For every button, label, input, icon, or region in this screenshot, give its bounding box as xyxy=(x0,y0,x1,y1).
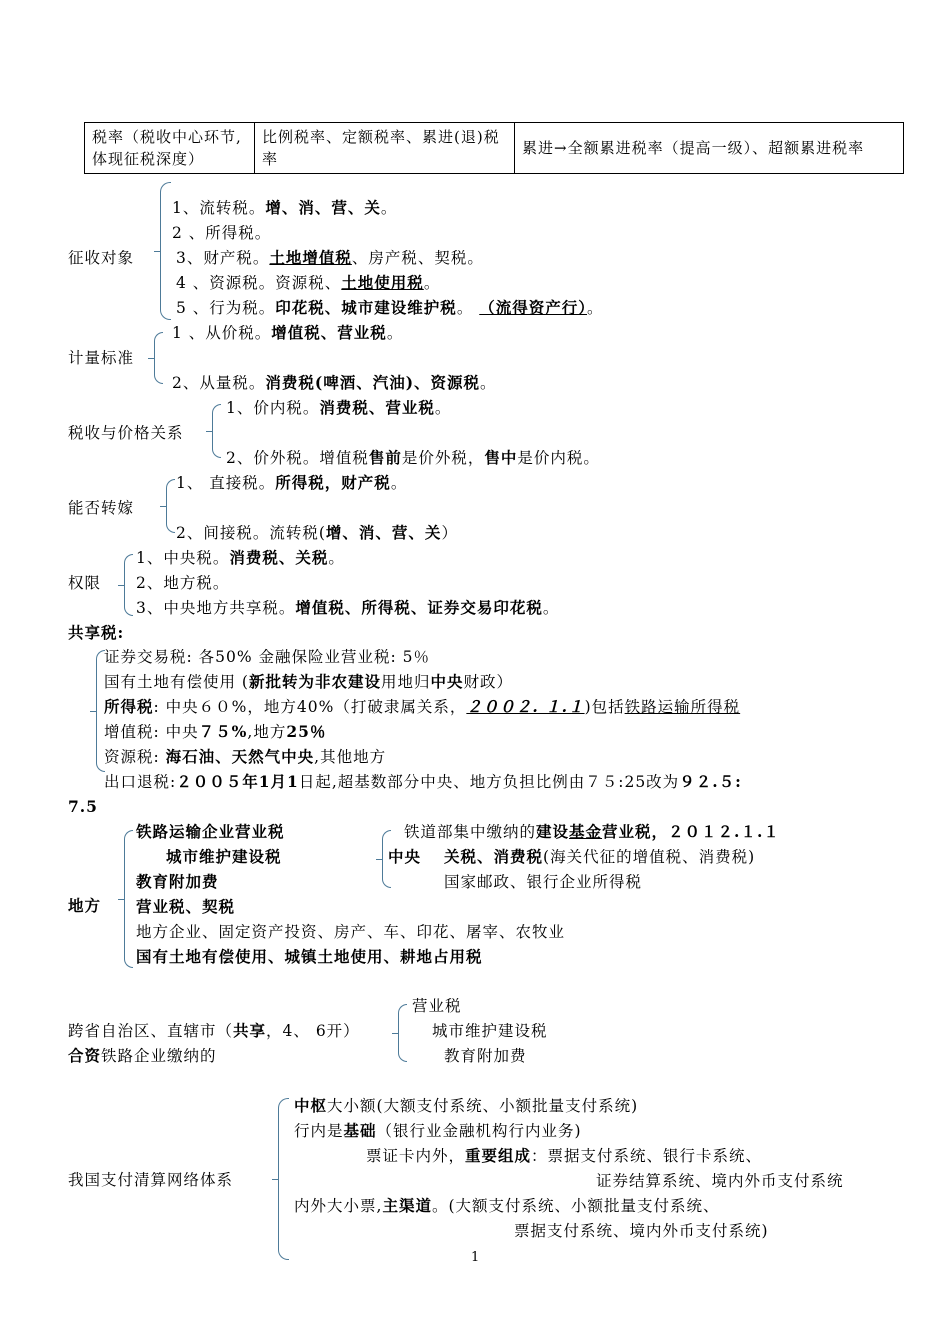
list-item: 营业税、契税 xyxy=(136,897,236,916)
section-label: 中央 xyxy=(388,847,422,866)
list-item: 2、价外税。增值税售前是价外税，售中是价内税。 xyxy=(226,448,600,467)
list-item: 2、地方税。 xyxy=(136,574,230,592)
list-item: 1、价内税。消费税、营业税。 xyxy=(226,398,452,417)
brace xyxy=(278,1098,289,1260)
list-item: 营业税 xyxy=(412,997,462,1015)
list-item: 所得税: 中央６０%，地方40%（打破隶属关系，２００２. １.１)包括铁路运输所得税 xyxy=(104,697,741,716)
section-title: 共享税: xyxy=(68,623,125,642)
list-item: 4 、资源税。资源税、土地使用税。 xyxy=(176,273,441,292)
table-cell: 比例税率、定额税率、累进(退)税率 xyxy=(255,123,515,174)
list-item: 证券结算系统、境内外币支付系统 xyxy=(596,1172,844,1190)
table-cell: 累进→全额累进税率（提高一级）、超额累进税率 xyxy=(515,123,904,174)
brace xyxy=(398,1004,407,1062)
list-item: 1、中央税。消费税、关税。 xyxy=(136,548,345,567)
table-cell: 税率（税收中心环节,体现征税深度） xyxy=(85,123,255,174)
list-item: 7.5 xyxy=(68,797,98,816)
brace xyxy=(124,830,133,968)
list-item: 2、间接税。流转税(增、消、营、关） xyxy=(176,523,458,542)
section-label: 征收对象 xyxy=(68,249,135,267)
list-item: 内外大小票,主渠道。(大额支付系统、小额批量支付系统、 xyxy=(294,1196,720,1215)
list-item: 3、财产税。土地增值税、房产税、契税。 xyxy=(176,248,484,267)
list-item: 城市维护建设税 xyxy=(432,1022,548,1040)
list-item: 教育附加费 xyxy=(444,1047,527,1065)
brace xyxy=(166,479,175,533)
tax-rate-table xyxy=(84,122,904,174)
list-item: 出口退税:２００５年1月1日起,超基数部分中央、地方负担比例由７５:25改为９２.５: xyxy=(104,772,742,791)
list-item: 1 、从价税。增值税、营业税。 xyxy=(172,323,404,342)
list-item: 5 、行为税。印花税、城市建设维护税。 （流得资产行）。 xyxy=(176,298,604,317)
list-item: 城市维护建设税 xyxy=(166,847,282,866)
list-item: 2、从量税。消费税(啤酒、汽油)、资源税。 xyxy=(172,373,497,392)
brace xyxy=(124,554,133,616)
section-label: 能否转嫁 xyxy=(68,499,135,517)
list-item: 国有土地有偿使用、城镇土地使用、耕地占用税 xyxy=(136,947,483,966)
list-item: 关税、消费税(海关代征的增值税、消费税) xyxy=(444,847,756,866)
list-item: 铁路运输企业营业税 xyxy=(136,822,285,841)
list-item: 1、流转税。增、消、营、关。 xyxy=(172,198,398,217)
list-item: 铁道部集中缴纳的建设基金营业税，２０１２.１.１ xyxy=(404,822,780,841)
list-item: 3、中央地方共享税。增值税、所得税、证券交易印花税。 xyxy=(136,598,560,617)
section-label: 税收与价格关系 xyxy=(68,424,184,442)
list-item: 教育附加费 xyxy=(136,872,219,891)
brace xyxy=(160,182,171,320)
list-item: 证券交易税: 各50% 金融保险业营业税: 5％ xyxy=(104,648,431,666)
list-item: 国家邮政、银行企业所得税 xyxy=(444,873,643,891)
brace xyxy=(212,404,221,458)
page-number: 1 xyxy=(471,1250,481,1265)
section-label: 计量标准 xyxy=(68,349,135,367)
list-item: 票证卡内外，重要组成：票据支付系统、银行卡系统、 xyxy=(366,1146,763,1165)
list-item: 中枢大小额(大额支付系统、小额批量支付系统) xyxy=(294,1096,639,1115)
list-item: 行内是基础（银行业金融机构行内业务) xyxy=(294,1121,582,1140)
list-item: 2 、所得税。 xyxy=(172,224,272,242)
list-item: 国有土地有偿使用 (新批转为非农建设用地归中央财政） xyxy=(104,672,514,691)
list-item: 资源税: 海石油、天然气中央,其他地方 xyxy=(104,747,387,766)
list-item: 增值税: 中央７５%,地方25％ xyxy=(104,722,327,741)
brace xyxy=(154,332,163,384)
list-item: 1、 直接税。所得税，财产税。 xyxy=(176,473,408,492)
table-row xyxy=(85,123,904,174)
list-item: 地方企业、固定资产投资、房产、车、印花、屠宰、农牧业 xyxy=(136,923,566,941)
list-item: 票据支付系统、境内外币支付系统) xyxy=(514,1222,769,1240)
section-label: 我国支付清算网络体系 xyxy=(68,1171,234,1189)
list-item: 合资铁路企业缴纳的 xyxy=(68,1046,217,1065)
list-item: 跨省自治区、直辖市（共享，4、 6开） xyxy=(68,1021,360,1040)
section-label: 权限 xyxy=(68,574,102,592)
section-label: 地方 xyxy=(68,896,102,915)
